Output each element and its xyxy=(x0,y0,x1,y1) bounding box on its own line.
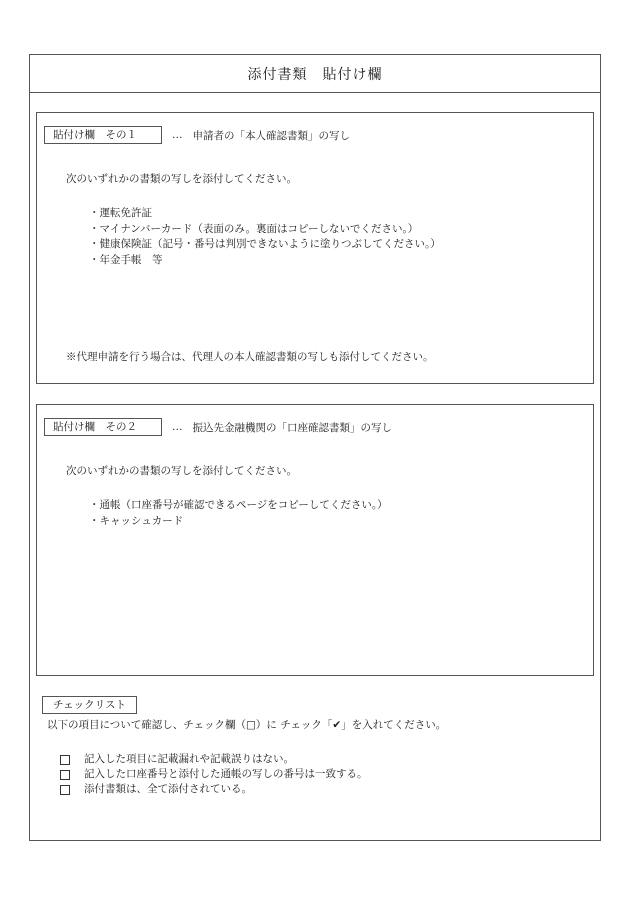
list-item: ・運転免許証 xyxy=(89,207,152,219)
checklist-items xyxy=(60,752,592,797)
list-item: ・通帳（口座番号が確認できるページをコピーしてください。） xyxy=(89,499,388,511)
section-1-list xyxy=(89,206,441,268)
checklist-tag: チェックリスト xyxy=(42,696,137,714)
attachment-area-1[interactable] xyxy=(36,112,594,384)
list-item: ・年金手帳 等 xyxy=(89,253,163,266)
list-item: ・マイナンバーカード（表面のみ。裏面はコピーしないでください。） xyxy=(89,222,419,235)
section-1-header xyxy=(44,126,350,144)
checklist-item-label: 記入した口座番号と添付した通帳の写しの番号は一致する。 xyxy=(84,768,368,780)
checkbox[interactable] xyxy=(60,785,70,795)
section-2-ellipsis: … xyxy=(172,421,183,433)
section-1-heading: 申請者の「本人確認書類」の写し xyxy=(192,129,350,142)
section-1-ellipsis: … xyxy=(172,129,183,141)
section-2-tag: 貼付け欄 その２ xyxy=(44,418,162,436)
section-2-list xyxy=(89,498,388,529)
proxy-note: ※代理申請を行う場合は、代理人の本人確認書類の写しも添付してください。 xyxy=(66,351,434,363)
form-title: 添付書類 貼付け欄 xyxy=(30,55,600,93)
checklist-item-label: 添付書類は、全て添付されている。 xyxy=(84,783,252,795)
checklist-item[interactable] xyxy=(60,767,592,782)
checklist-item-label: 記入した項目に記載漏れや記載誤りはない。 xyxy=(84,753,294,765)
section-1-intro: 次のいずれかの書類の写しを添付してください。 xyxy=(66,173,297,185)
checkbox[interactable] xyxy=(60,755,70,765)
section-2-header xyxy=(44,418,392,436)
attachment-area-2[interactable] xyxy=(36,404,594,676)
attachment-form xyxy=(29,54,601,841)
checklist-item[interactable] xyxy=(60,782,592,797)
list-item: ・健康保険証（記号・番号は判別できないように塗りつぶしてください。） xyxy=(89,238,441,250)
checklist-item[interactable] xyxy=(60,752,592,767)
section-2-heading: 振込先金融機関の「口座確認書類」の写し xyxy=(192,421,392,434)
section-2-intro: 次のいずれかの書類の写しを添付してください。 xyxy=(66,465,297,477)
checklist-intro: 以下の項目について確認し、チェック欄（□）に チェック「✔」を入れてください。 xyxy=(47,719,447,731)
section-1-tag: 貼付け欄 その１ xyxy=(44,126,162,144)
list-item: ・キャッシュカード xyxy=(89,514,184,527)
checklist xyxy=(42,693,592,797)
checkbox[interactable] xyxy=(60,770,70,780)
